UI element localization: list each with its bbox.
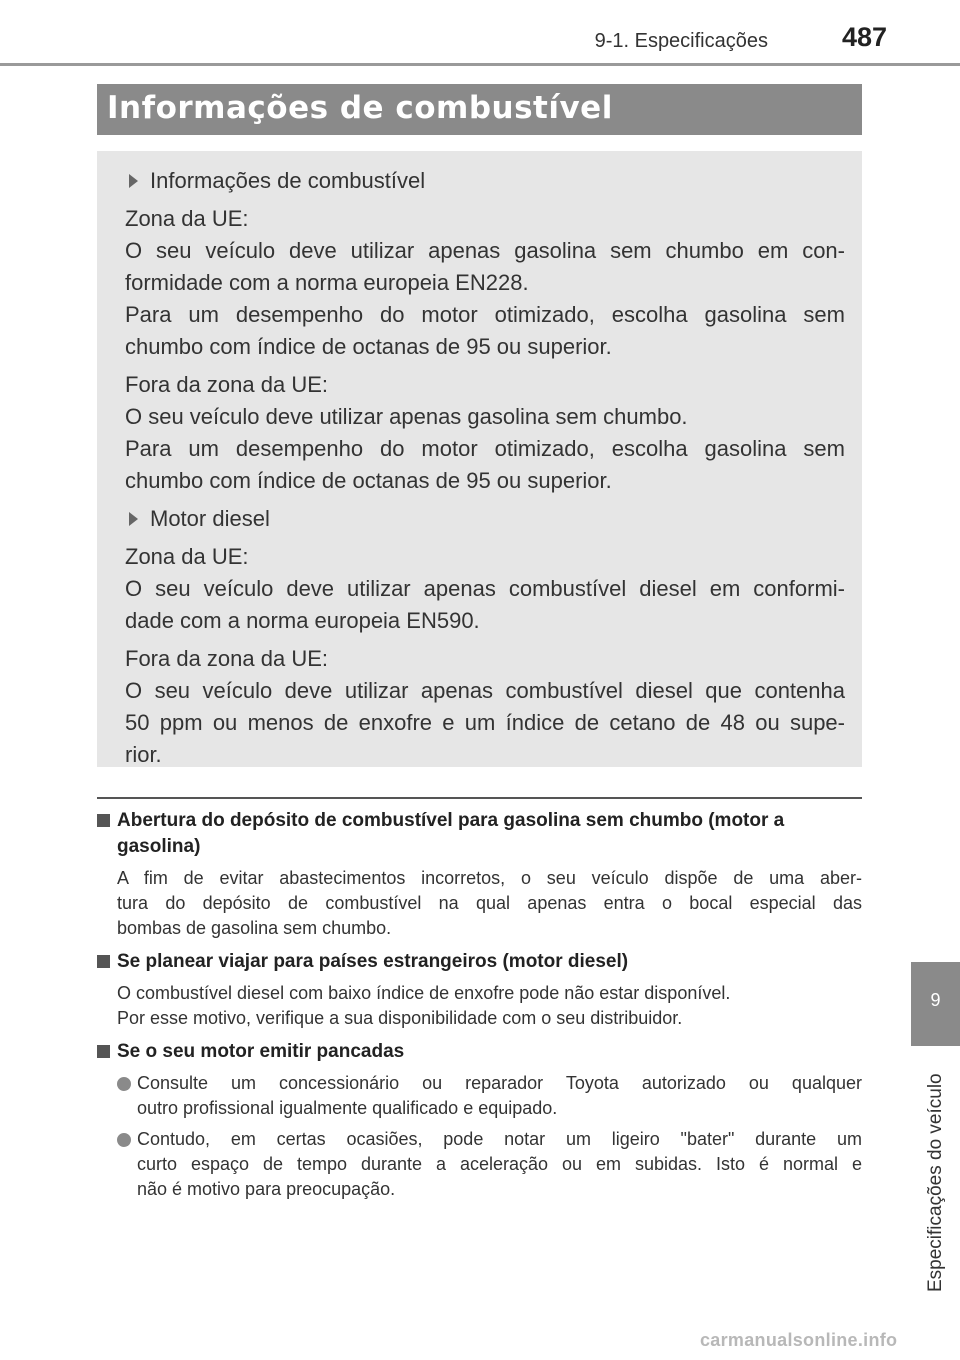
text-line: Para um desempenho do motor otimizado, escolha gasolina sem (125, 302, 845, 327)
square-bullet-icon (97, 814, 110, 827)
text-line: O combustível diesel com baixo índice de enxofre pode não estar disponível. (117, 983, 731, 1003)
text-line: não é motivo para preocupação. (137, 1179, 396, 1199)
text-line: Consulte um concessionário ou reparador Toyota autorizado ou qualquer (137, 1073, 862, 1093)
diesel-eu-label: Zona da UE: (125, 544, 249, 569)
list-item (97, 1127, 862, 1202)
page-number: 487 (842, 22, 888, 52)
gasoline-eu-label: Zona da UE: (125, 206, 249, 231)
text-line: A fim de evitar abastecimentos incorretos, o seu veículo dispõe de uma aber- (117, 868, 862, 888)
gasoline-heading (125, 165, 845, 197)
note-body (97, 981, 862, 1031)
note-heading (97, 1039, 862, 1065)
notes-section (97, 808, 862, 1208)
chapter-tab[interactable] (911, 962, 960, 1046)
text-line: 50 ppm ou menos de enxofre e um índice de cetano de 48 ou supe- (125, 710, 845, 735)
fuel-info-box (97, 151, 862, 767)
chapter-number: 9 (930, 990, 941, 1010)
text-line: O seu veículo deve utilizar apenas combustível diesel que contenha (125, 678, 845, 703)
page-title: Informações de combustível (107, 90, 613, 126)
watermark: carmanualsonline.info (700, 1330, 898, 1350)
text-line: tura do depósito de combustível na qual apenas entra o bocal especial das (117, 893, 862, 913)
chapter-label (912, 1052, 960, 1302)
text-line: dade com a norma europeia EN590. (125, 608, 480, 633)
text-line: O seu veículo deve utilizar apenas gasolina sem chumbo em con- (125, 238, 845, 263)
square-bullet-icon (97, 955, 110, 968)
text-line: Para um desempenho do motor otimizado, escolha gasolina sem (125, 436, 845, 461)
note-heading (97, 808, 862, 860)
diesel-heading-text: Motor diesel (150, 506, 270, 531)
triangle-bullet-icon (129, 174, 138, 188)
header-divider (0, 63, 960, 66)
diesel-non-eu-paragraph (125, 643, 845, 771)
note-heading-text: Se planear viajar para países estrangeiros (motor diesel) (117, 951, 629, 972)
text-line: O seu veículo deve utilizar apenas combustível diesel em conformi- (125, 576, 845, 601)
note-heading (97, 949, 862, 975)
section-header: 9-1. Especificações (594, 30, 768, 52)
bullet-text (137, 1127, 862, 1202)
text-line: Por esse motivo, verifique a sua disponibilidade com o seu distribuidor. (117, 1008, 683, 1028)
text-line: formidade com a norma europeia EN228. (125, 270, 529, 295)
text-line: chumbo com índice de octanas de 95 ou superior. (125, 334, 612, 359)
text-line: O seu veículo deve utilizar apenas gasolina sem chumbo. (125, 404, 688, 429)
list-item (97, 1071, 862, 1121)
gasoline-non-eu-paragraph (125, 369, 845, 497)
text-line: curto espaço de tempo durante a aceleração ou em subidas. Isto é normal e (137, 1154, 862, 1174)
square-bullet-icon (97, 1045, 110, 1058)
text-line: bombas de gasolina sem chumbo. (117, 918, 392, 938)
gasoline-non-eu-label: Fora da zona da UE: (125, 372, 329, 397)
text-line: rior. (125, 742, 162, 767)
note-body (97, 866, 862, 941)
bullet-text (137, 1071, 862, 1121)
note-heading-text: Se o seu motor emitir pancadas (117, 1041, 405, 1062)
note-heading-text: Abertura do depósito de combustível para gasolina sem chumbo (motor a gasolina) (117, 810, 785, 857)
diesel-eu-paragraph (125, 541, 845, 637)
title-bar (97, 84, 862, 135)
text-line: Contudo, em certas ocasiões, pode notar um ligeiro "bater" durante um (137, 1129, 862, 1149)
section-divider (97, 797, 862, 799)
triangle-bullet-icon (129, 512, 138, 526)
gasoline-eu-paragraph (125, 203, 845, 363)
text-line: chumbo com índice de octanas de 95 ou superior. (125, 468, 612, 493)
diesel-heading (125, 503, 845, 535)
text-line: outro profissional igualmente qualificado e equipado. (137, 1098, 558, 1118)
round-bullet-icon (117, 1077, 131, 1091)
gasoline-heading-text: Informações de combustível (150, 168, 426, 193)
round-bullet-icon (117, 1133, 131, 1147)
chapter-label-text: Especificações do veículo (925, 1073, 946, 1292)
diesel-non-eu-label: Fora da zona da UE: (125, 646, 329, 671)
